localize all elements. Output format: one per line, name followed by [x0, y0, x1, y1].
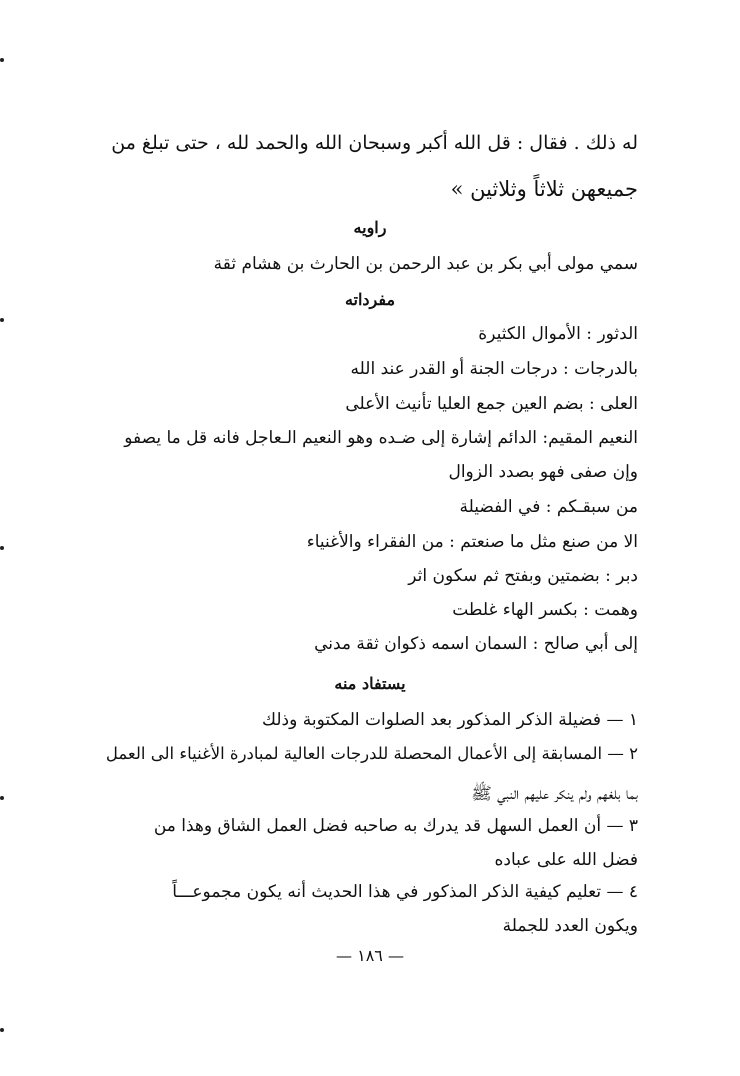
margin-dot [0, 546, 4, 550]
intro-line: له ذلك . فقال : قل الله أكبر وسبحان الله والحمد لله ، حتى تبلغ من [111, 132, 638, 154]
mufradat-line: بالدرجات : درجات الجنة أو القدر عند الله [350, 359, 638, 379]
benefit-line: بما بلغهم ولم ينكر عليهم النبي ﷺ [471, 784, 638, 804]
mufradat-line: دبر : بضمتين وبفتح ثم سكون اثر [408, 566, 638, 586]
mufradat-line: العلى : بضم العين جمع العليا تأنيث الأعلى [345, 394, 638, 414]
page-number: — ١٨٦ — [336, 946, 404, 965]
benefit-line: ٣ — أن العمل السهل قد يدرك به صاحبه فضل العمل الشاق وهذا من [153, 816, 638, 836]
mufradat-line: من سبقـكم : في الفضيلة [459, 497, 638, 517]
mufradat-line: إلى أبي صالح : السمان اسمه ذكوان ثقة مدني [314, 634, 638, 654]
benefit-line: فضل الله على عباده [494, 850, 638, 870]
intro-line: جميعهن ثلاثاً وثلاثين » [450, 177, 638, 201]
benefit-line: ١ — فضيلة الذكر المذكور بعد الصلوات المكتوبة وذلك [262, 710, 638, 730]
margin-dot [0, 58, 4, 62]
rawi-text: سمي مولى أبي بكر بن عبد الرحمن بن الحارث بن هشام ثقة [213, 254, 638, 274]
mufradat-line: الا من صنع مثل ما صنعتم : من الفقراء والأغنياء [306, 532, 638, 552]
mufradat-line: النعيم المقيم: الدائم إشارة إلى ضـده وهو النعيم الـعاجل فانه قل ما يصفو [124, 428, 638, 448]
mufradat-heading: مفرداته [344, 290, 396, 309]
mufradat-line: الدثور : الأموال الكثيرة [478, 324, 638, 344]
benefit-line: ٢ — المسابقة إلى الأعمال المحصلة للدرجات العالية لمبادرة الأغنياء الى العمل [105, 744, 638, 763]
rawi-heading: راويه [353, 218, 387, 237]
mufradat-line: وإن صفى فهو بصدد الزوال [448, 462, 638, 482]
benefit-line: ويكون العدد للجملة [502, 916, 638, 936]
margin-dot [0, 796, 4, 800]
yustafad-heading: يستفاد منه [334, 674, 406, 693]
margin-dot [0, 1028, 4, 1032]
mufradat-line: وهمت : بكسر الهاء غلطت [452, 600, 638, 620]
margin-dot [0, 318, 4, 322]
benefit-line: ٤ — تعليم كيفية الذكر المذكور في هذا الحديث أنه يكون مجموعـــاً [172, 882, 638, 902]
